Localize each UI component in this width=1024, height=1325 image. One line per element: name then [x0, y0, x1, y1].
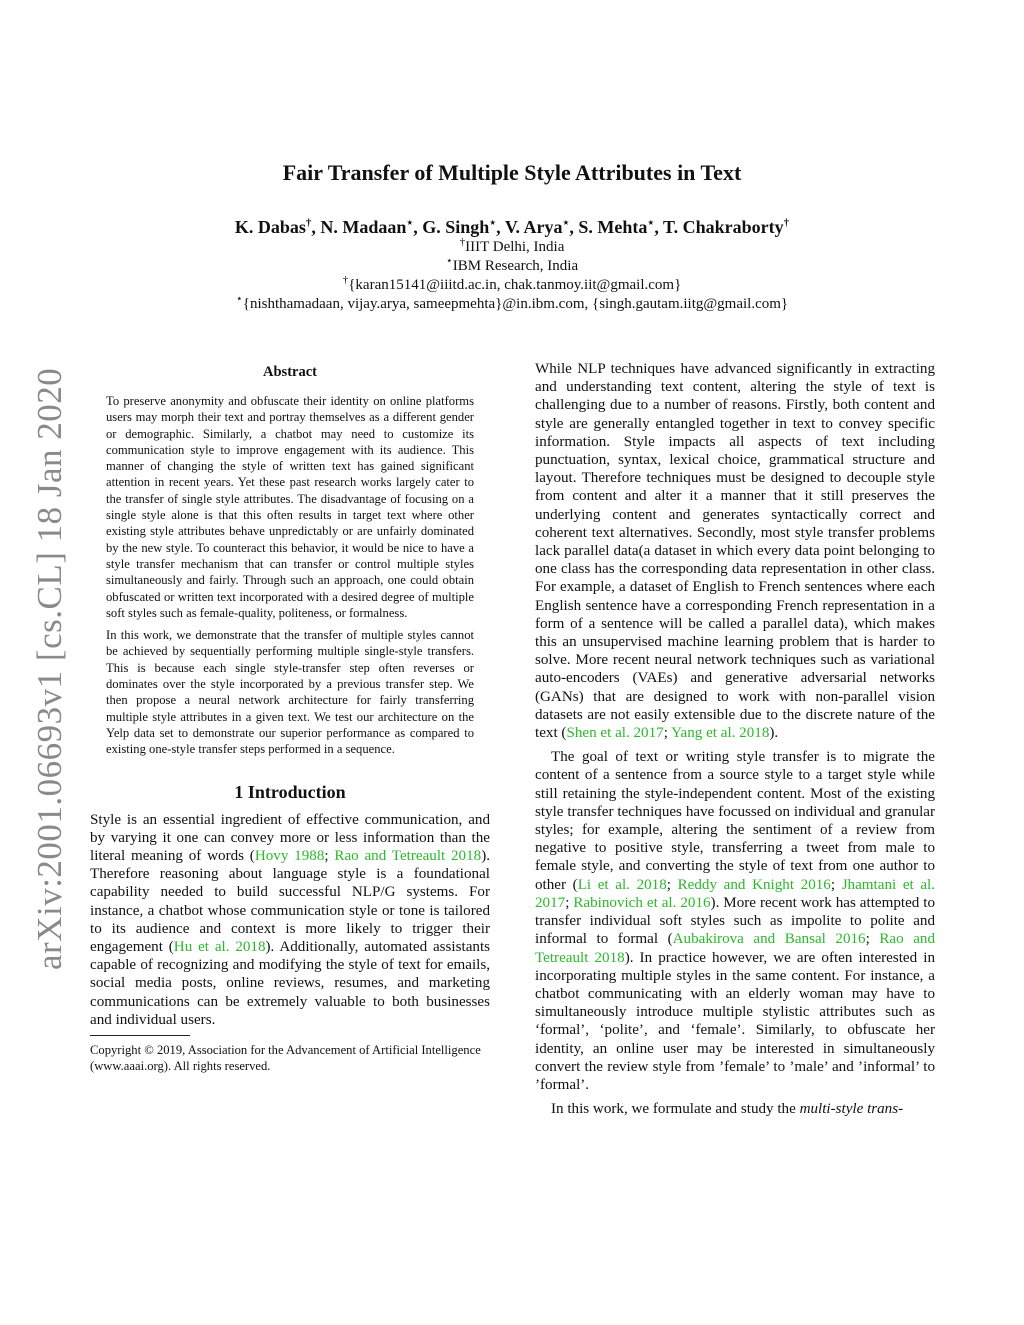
- abstract: [106, 393, 474, 758]
- affiliation-ibm: [0, 255, 1024, 275]
- author-name: , N. Madaan: [311, 217, 407, 237]
- author-mark: ⋆: [647, 217, 655, 229]
- right-body: [535, 360, 935, 1118]
- left-column: [90, 360, 490, 1074]
- arxiv-id: arXiv:2001.06693v1 [cs.CL] 18 Jan 2020: [30, 367, 69, 970]
- emphasis-text: multi-style trans-: [799, 1101, 904, 1118]
- abstract-heading: Abstract: [263, 364, 317, 380]
- section-heading-introduction: 1 Introduction: [234, 781, 346, 802]
- citation-link[interactable]: Shen et al. 2017: [566, 725, 664, 742]
- author-mark: †: [305, 217, 312, 229]
- text: ;: [324, 847, 335, 864]
- text: The goal of text or writing style transfer is to migrate the content of a sentence from a source style to a target style while still retaining the style-independent content. Most of the existing style transfer techniques have focussed on individual and granular styles; for example, altering the sentiment of a review from negative to positive style, transferring a tweet from male to female style, and converting the style of text from one author to other (: [535, 749, 935, 893]
- author-name: , V. Arya: [496, 217, 563, 237]
- citation-link[interactable]: Rao and Tetreault 2018: [535, 931, 935, 966]
- affiliation-mark: ⋆: [235, 293, 243, 305]
- text: ;: [666, 876, 678, 893]
- body-paragraph: [535, 748, 935, 1094]
- author-list: [0, 217, 1024, 238]
- affiliation-text: IIIT Delhi, India: [465, 239, 565, 255]
- intro-body: [90, 811, 490, 1029]
- author-name: K. Dabas: [234, 217, 306, 237]
- text: ). Additionally, automated assistants capable of recognizing and modifying the style of text for emails, social media posts, online reviews, resumes, and marketing communications can be extremely valuable to both businesses and individual users.: [90, 938, 491, 1028]
- citation-link[interactable]: Hu et al. 2018: [173, 938, 266, 955]
- paper-title: Fair Transfer of Multiple Style Attributes in Text: [282, 160, 742, 185]
- email-line-1: [0, 274, 1024, 294]
- text: ). Therefore reasoning about language style is a foundational capability needed to build successful NLP/G systems. For instance, a chatbot whose communication style or tone is tailored to its audience and context is more likely to trigger their engagement (: [90, 847, 491, 955]
- text: ).: [769, 725, 779, 742]
- email-text: {nishthamadaan, vijay.arya, sameepmehta}@in.ibm.com, {singh.gautam.iitg@gmail.com}: [242, 296, 789, 312]
- copyright-notice: Copyright © 2019, Association for the Advancement of Artificial Intelligence (www.aaai.org). All rights reserved.: [90, 1042, 481, 1073]
- arxiv-stamp: [30, 360, 70, 970]
- text: In this work, we formulate and study the: [551, 1101, 800, 1118]
- body-paragraph: [535, 360, 935, 742]
- text: ;: [565, 894, 574, 911]
- text: ;: [663, 725, 672, 742]
- text: ). More recent work has attempted to transfer individual soft styles such as impolite to polite and informal to formal (: [535, 894, 936, 948]
- affiliation-mark: †: [459, 236, 466, 248]
- affiliation-text: IBM Research, India: [452, 258, 579, 274]
- intro-paragraph: [90, 811, 490, 1029]
- citation-link[interactable]: Hovy 1988: [254, 847, 325, 864]
- citation-link[interactable]: Rabinovich et al. 2016: [573, 894, 711, 911]
- text: ;: [830, 876, 842, 893]
- affiliation-mark: ⋆: [445, 255, 453, 267]
- text: Style is an essential ingredient of effective communication, and by varying it one can convey more or less information than the literal meaning of words (: [90, 811, 490, 864]
- affiliation-mark: †: [342, 274, 349, 286]
- right-column: [535, 360, 935, 1124]
- email-line-2: [0, 293, 1024, 313]
- abstract-paragraph: To preserve anonymity and obfuscate their identity on online platforms users may morph their text and portray themselves as a different gender or demographic. Similarly, a chatbot may need to customize its communication style to improve engagement with its audience. This manner of changing the style of written text has gained significant attention in recent years. Yet these past research works largely cater to the transfer of single style attributes. The disadvantage of focusing on a single style alone is that this often results in target text where other existing style attributes behave unpredictably or are unfairly dominated by the new style. To counteract this behavior, it would be nice to have a style transfer mechanism that can transfer or control multiple styles simultaneously and fairly. Through such an approach, one could obtain obfuscated or written text incorporated with a desired degree of multiple soft styles such as female-quality, politeness, or formalness.: [106, 394, 474, 620]
- text: While NLP techniques have advanced significantly in extracting and understanding text content, altering the style of text is challenging due to a number of reasons. Firstly, both content and style are generally entangled together in text to convey specific information. Style impacts all aspects of text including punctuation, syntax, lexical choice, grammatical structure and layout. Therefore techniques must be designed to decouple style from content and alter it a manner that it still preserves the underlying content and generates syntactically correct and coherent text alternatives. Secondly, most style transfer problems lack parallel data(a dataset in which every data point belonging to one class has the corresponding data representation in other class. For example, a dataset of English to French sentences where each English sentence have a corresponding French representation in a form of a sentence will be called a parallel data), which makes this an unsupervised machine learning problem that is harder to solve. More recent neural network techniques such as variational auto-encoders (VAEs) and generative adversarial networks (GANs) that are designed to work with non-parallel vision datasets are not easily extensible due to the discrete nature of the text (: [535, 361, 935, 742]
- author-mark: ⋆: [562, 217, 570, 229]
- body-paragraph: [535, 1100, 935, 1118]
- author-name: , S. Mehta: [569, 217, 648, 237]
- citation-link[interactable]: Rao and Tetreault 2018: [334, 847, 482, 864]
- citation-link[interactable]: Yang et al. 2018: [671, 725, 770, 742]
- author-name: , T. Chakraborty: [654, 217, 784, 237]
- author-mark: ⋆: [489, 217, 497, 229]
- email-text: {karan15141@iiitd.ac.in, chak.tanmoy.iit@gmail.com}: [348, 277, 682, 293]
- footnote-rule: [90, 1035, 190, 1036]
- citation-link[interactable]: Li et al. 2018: [577, 876, 667, 893]
- citation-link[interactable]: Jhamtani et al. 2017: [535, 876, 936, 911]
- text: ). In practice however, we are often interested in incorporating multiple styles in the same content. For instance, a chatbot communicating with an elderly woman may have to simultaneously introduce multiple stylistic attributes such as ‘formal’, ‘polite’, and ‘female’. Similarly, to obfuscate her identity, an online user may be interested in simultaneously convert the review style from ’female’ to ’male’ and ’informal’ to ’formal’.: [535, 949, 935, 1093]
- text: ;: [865, 931, 880, 948]
- author-name: , G. Singh: [413, 217, 490, 237]
- author-mark: ⋆: [406, 217, 414, 229]
- abstract-paragraph: In this work, we demonstrate that the transfer of multiple styles cannot be achieved by sequentially performing multiple single-style transfers. This is because each single style-transfer step often reverses or dominates over the style incorporated by a previous transfer step. We then propose a neural network architecture for fairly transferring multiple style attributes in a given text. We test our architecture on the Yelp data set to demonstrate our superior performance as compared to existing one-style transfer steps performed in a sequence.: [106, 628, 474, 757]
- citation-link[interactable]: Aubakirova and Bansal 2016: [672, 931, 866, 948]
- affiliation-iiit: [0, 236, 1024, 256]
- citation-link[interactable]: Reddy and Knight 2016: [677, 876, 831, 893]
- author-mark: †: [783, 217, 790, 229]
